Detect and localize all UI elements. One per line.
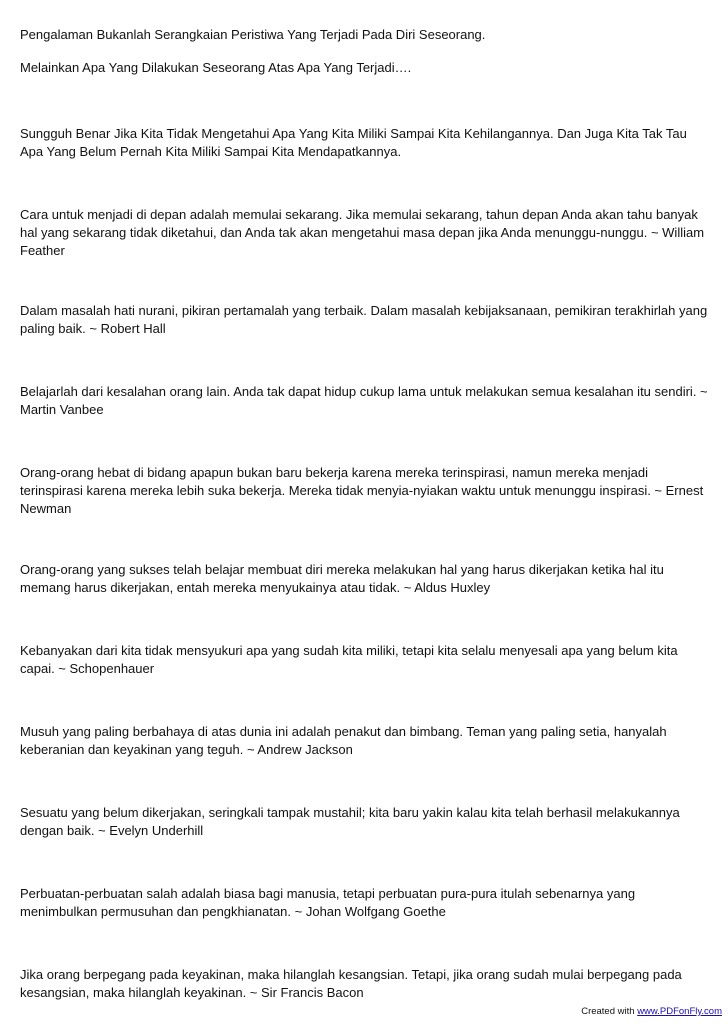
quote-paragraph: Orang-orang hebat di bidang apapun bukan baru bekerja karena mereka terinspirasi, namun mereka menjadi terinspirasi karena mereka lebih suka bekerja. Mereka tidak menyia-nyiakan waktu untuk menunggu inspirasi. ~ Ernest Newman [20,465,704,516]
quote-paragraph: Musuh yang paling berbahaya di atas dunia ini adalah penakut dan bimbang. Teman yang paling setia, hanyalah keberanian dan keyakinan yang teguh. ~ Andrew Jackson [20,724,667,757]
footer-link[interactable]: www.PDFonFly.com [637,1006,722,1017]
quote-paragraph: Orang-orang yang sukses telah belajar membuat diri mereka melakukan hal yang harus dikerjakan ketika hal itu memang harus dikerjakan, entah mereka menyukainya atau tidak. ~ Aldus Huxley [20,562,664,595]
footer-prefix: Created with [581,1006,638,1017]
quote-paragraph: Dalam masalah hati nurani, pikiran pertamalah yang terbaik. Dalam masalah kebijaksanaan, pemikiran terakhirlah yang paling baik. ~ Robert Hall [20,303,708,336]
quote-paragraph: Perbuatan-perbuatan salah adalah biasa bagi manusia, tetapi perbuatan pura-pura itulah sebenarnya yang menimbulkan permusuhan dan pengkhianatan. ~ Johan Wolfgang Goethe [20,886,636,919]
quote-paragraph: Cara untuk menjadi di depan adalah memulai sekarang. Jika memulai sekarang, tahun depan Anda akan tahu banyak hal yang sekarang tidak diketahui, dan Anda tak akan mengetahui masa depan jika Anda menunggu-nunggu. ~ William Feather [20,207,705,258]
text-paragraph: Pengalaman Bukanlah Serangkaian Peristiwa Yang Terjadi Pada Diri Seseorang. [20,27,486,42]
text-paragraph: Melainkan Apa Yang Dilakukan Seseorang Atas Apa Yang Terjadi…. [20,60,412,75]
quote-paragraph: Kebanyakan dari kita tidak mensyukuri apa yang sudah kita miliki, tetapi kita selalu menyesali apa yang belum kita capai. ~ Schopenhauer [20,643,678,676]
quote-paragraph: Sesuatu yang belum dikerjakan, seringkali tampak mustahil; kita baru yakin kalau kita telah berhasil melakukannya dengan baik. ~ Evelyn Underhill [20,805,680,838]
footer-credit [581,1006,722,1018]
quote-paragraph: Jika orang berpegang pada keyakinan, maka hilanglah kesangsian. Tetapi, jika orang sudah mulai berpegang pada kesangsian, maka hilanglah keyakinan. ~ Sir Francis Bacon [20,967,682,1000]
text-paragraph: Sungguh Benar Jika Kita Tidak Mengetahui Apa Yang Kita Miliki Sampai Kita Kehilangannya. Dan Juga Kita Tak Tau Apa Yang Belum Pernah Kita Miliki Sampai Kita Mendapatkannya. [20,126,687,159]
quote-paragraph: Belajarlah dari kesalahan orang lain. Anda tak dapat hidup cukup lama untuk melakukan semua kesalahan itu sendiri. ~ Martin Vanbee [20,384,708,417]
